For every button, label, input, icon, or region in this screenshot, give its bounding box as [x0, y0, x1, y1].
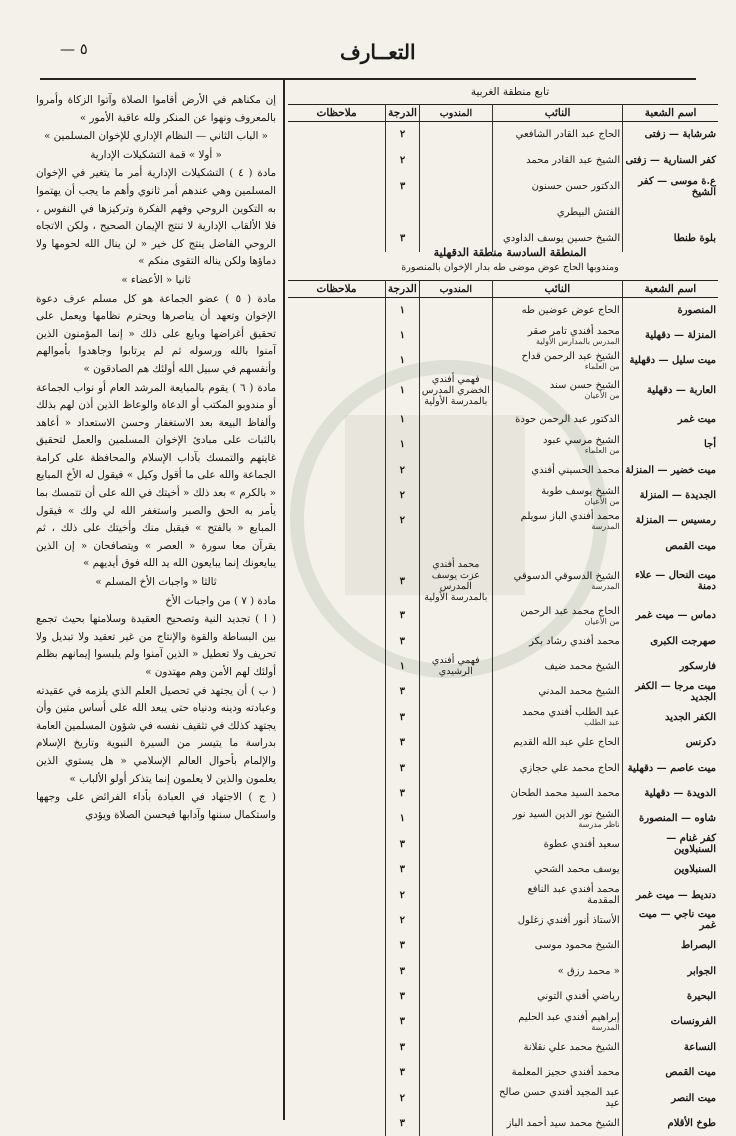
- table-row: [288, 374, 718, 407]
- deputy-name: محمد أفندي حجيز المعلمة: [511, 1067, 620, 1079]
- deputy-cell: [492, 348, 622, 373]
- branch-cell: بلوة طنطا: [623, 226, 718, 252]
- table-row: [288, 603, 718, 628]
- deputy-name: الشيخ محمد علي نقلانة: [523, 1041, 620, 1053]
- branch-cell: كفر السنارية — زفتى: [623, 148, 718, 174]
- deputy-title: عبد الطلب: [584, 718, 620, 728]
- notes-cell: [288, 508, 385, 533]
- left-text-column: [36, 92, 276, 825]
- branch-cell: ميت القمص: [622, 534, 718, 559]
- deputy-cell: [492, 730, 622, 755]
- deputy-cell: [492, 1085, 622, 1110]
- degree-cell: [385, 534, 419, 559]
- delegate-cell: [419, 200, 492, 226]
- table-row: [288, 958, 718, 983]
- delegate-cell: فهمي أفندي الخضري المدرس بالمدرسة الأولية: [419, 374, 492, 407]
- deputy-title: المدرسة: [591, 1022, 620, 1032]
- table-row: [288, 148, 718, 174]
- notes-cell: [288, 730, 385, 755]
- notes-cell: [288, 174, 386, 200]
- table-row: [288, 559, 718, 603]
- branch-cell: ميت سليل — دقهلية: [622, 348, 718, 373]
- delegate-cell: [419, 122, 492, 148]
- deputy-cell: [492, 705, 622, 730]
- delegate-cell: [419, 174, 492, 200]
- deputy-name: الشيخ عبد الرحمن قداح: [521, 350, 620, 362]
- column-divider: [283, 80, 285, 1120]
- branch-cell: ميت غمر: [622, 407, 718, 432]
- table-row: [288, 508, 718, 533]
- table-row: [288, 1035, 718, 1060]
- degree-cell: ٢: [385, 882, 419, 907]
- notes-cell: [288, 534, 385, 559]
- deputy-cell: [492, 457, 622, 482]
- table-row: [288, 200, 718, 226]
- degree-cell: ٣: [385, 1009, 419, 1034]
- degree-cell: ٢: [385, 483, 419, 508]
- notes-cell: [288, 984, 385, 1009]
- notes-cell: [288, 806, 385, 831]
- deputy-cell: [492, 857, 622, 882]
- degree-cell: ٢: [385, 508, 419, 533]
- table-row: [288, 1085, 718, 1110]
- column-header: النائب: [492, 281, 622, 298]
- notes-cell: [288, 933, 385, 958]
- deputy-name: محمد الحسيني أفندي: [531, 464, 620, 476]
- paragraph: ( ا ) تجديد النية وتصحيح العقيدة وسلامتها بحيث تجمع بين البساطة والقوة والإنتاج من غير تعقيد ولا تبديل ولا تحريف ولا تعطيل « الذين آمنوا ولم يلبسوا إيمانهم بظلم أولئك لهم الأمن وهم مهتدون »: [36, 613, 276, 678]
- degree-cell: ١: [385, 298, 419, 323]
- notes-cell: [288, 603, 385, 628]
- deputy-cell: [492, 755, 622, 780]
- delegate-cell: [419, 298, 492, 323]
- table-row: [288, 755, 718, 780]
- notes-cell: [288, 1085, 385, 1110]
- degree-cell: ٣: [385, 705, 419, 730]
- deputy-cell: [492, 1060, 622, 1085]
- branch-cell: شاوه — المنصورة: [622, 806, 718, 831]
- delegate-cell: [419, 908, 492, 933]
- table-row: [288, 457, 718, 482]
- deputy-name: الأستاذ أنور أفندي زغلول: [517, 914, 620, 926]
- column-header: اسم الشعبة: [622, 281, 718, 298]
- table-row: [288, 654, 718, 679]
- deputy-name: الحاج علي عبد الله القديم: [513, 737, 620, 749]
- branch-cell: دنديط — ميت غمر: [622, 882, 718, 907]
- delegate-cell: [419, 148, 492, 174]
- degree-cell: ٣: [385, 628, 419, 653]
- delegate-cell: [419, 705, 492, 730]
- notes-cell: [288, 407, 385, 432]
- deputy-cell: الفتش البيطري: [493, 200, 623, 226]
- table-row: [288, 806, 718, 831]
- deputy-cell: [492, 1035, 622, 1060]
- deputy-name: الشيخ محمد المدني: [538, 686, 620, 698]
- page-number: — ٥: [60, 40, 88, 58]
- branch-cell: الجوابر: [622, 958, 718, 983]
- branch-cell: البحيرة: [622, 984, 718, 1009]
- notes-cell: [288, 908, 385, 933]
- notes-cell: [288, 679, 385, 704]
- notes-cell: [288, 559, 385, 603]
- degree-cell: ١: [385, 348, 419, 373]
- notes-cell: [288, 755, 385, 780]
- deputy-cell: [492, 628, 622, 653]
- degree-cell: ٢: [385, 457, 419, 482]
- notes-cell: [288, 705, 385, 730]
- degree-cell: ٣: [385, 832, 419, 857]
- delegate-cell: [419, 857, 492, 882]
- branch-cell: الدويدة — دقهلية: [622, 781, 718, 806]
- degree-cell: ١: [385, 323, 419, 348]
- column-header: النائب: [493, 105, 623, 122]
- deputy-name: الحاج عوض عوضين طه: [521, 304, 620, 316]
- degree-cell: ٣: [385, 603, 419, 628]
- deputy-title: المدرسة: [591, 582, 620, 592]
- branch-cell: كفر غنام — السنبلاوين: [622, 832, 718, 857]
- journal-title: التعــارف: [340, 40, 416, 64]
- delegate-cell: [419, 508, 492, 533]
- degree-cell: ٢: [385, 908, 419, 933]
- deputy-cell: [492, 534, 622, 559]
- notes-cell: [288, 298, 385, 323]
- deputy-name: « محمد رزق »: [557, 965, 620, 977]
- table-row: [288, 984, 718, 1009]
- header-rule: [40, 78, 696, 80]
- deputy-name: عبد المجيد أفندي حسن صالح عيد: [499, 1087, 620, 1110]
- table2: [288, 280, 718, 1136]
- table-row: [288, 882, 718, 907]
- branch-cell: فارسكور: [622, 654, 718, 679]
- paragraph: « الباب الثاني — النظام الإداري للإخوان المسلمين »: [44, 130, 268, 143]
- degree-cell: ١: [385, 432, 419, 457]
- table-row: [288, 432, 718, 457]
- degree-cell: ٣: [385, 679, 419, 704]
- branch-cell: صهرجت الكبرى: [622, 628, 718, 653]
- notes-cell: [288, 857, 385, 882]
- deputy-title: ناظر مدرسة: [578, 819, 620, 829]
- delegate-cell: [419, 457, 492, 482]
- delegate-cell: [419, 603, 492, 628]
- degree-cell: ٣: [385, 1035, 419, 1060]
- degree-cell: ٣: [386, 226, 420, 252]
- deputy-name: الشيخ مرسي عبود: [542, 434, 620, 446]
- paragraph: مادة ( ٧ ) من واجبات الأخ: [165, 594, 276, 607]
- notes-cell: [288, 122, 386, 148]
- table-row: [288, 908, 718, 933]
- deputy-title: من الأعيان: [584, 496, 620, 506]
- delegate-cell: [419, 679, 492, 704]
- deputy-name: الشيخ حسن سند: [549, 380, 620, 392]
- branch-cell: رمسيس — المنزلة: [622, 508, 718, 533]
- degree-cell: ٣: [385, 755, 419, 780]
- deputy-name: الشيخ الدسوقي الدسوقي: [513, 571, 620, 583]
- deputy-cell: [492, 654, 622, 679]
- table-row: [288, 679, 718, 704]
- delegate-cell: [419, 534, 492, 559]
- delegate-cell: [419, 806, 492, 831]
- deputy-cell: [492, 407, 622, 432]
- branch-cell: ميت القمص: [622, 1060, 718, 1085]
- table-row: [288, 1111, 718, 1136]
- degree-cell: ٣: [385, 730, 419, 755]
- table-row: [288, 483, 718, 508]
- notes-cell: [288, 457, 385, 482]
- table-row: [288, 122, 718, 148]
- delegate-cell: [419, 755, 492, 780]
- paragraph: « أولا » قمة التشكيلات الإدارية: [90, 148, 222, 161]
- branch-cell: دكرنس: [622, 730, 718, 755]
- notes-cell: [288, 432, 385, 457]
- delegate-cell: [419, 348, 492, 373]
- notes-cell: [288, 1035, 385, 1060]
- deputy-cell: الدكتور حسن حسنون: [493, 174, 623, 200]
- deputy-cell: [492, 933, 622, 958]
- branch-cell: العاربة — دقهلية: [622, 374, 718, 407]
- table-row: [288, 407, 718, 432]
- table-row: [288, 628, 718, 653]
- deputy-cell: [492, 958, 622, 983]
- degree-cell: ١: [385, 407, 419, 432]
- paragraph: مادة ( ٦ ) يقوم بالمبايعة المرشد العام أو نواب الجماعة أو مندوبو المكتب أو الدعاة والوعاظ الذين أذن لهم بذلك وألفاظ البيعة بعد الاستغفار وحسن الاستعداد « أعاهد بالثبات على مبادئ الإخوان المسلمين والعمل لتحقيق غايتهم والتمسك بآداب الإسلام والمحافظة على كرامة الجماعة والله على ما أقول وكيل » فيقول له الأخ المبايع « بالكرم » بعد ذلك « أخيتك في الله على أن تتمسك بما يأمر به الحق والصبر واستغفر الله لي ولك » فيقول المبايع « بالفتح » فيقبل منك وأخيتك على ذلك ، ثم يقرآن معا سورة « العصر » ويتصافحان « إن الذين يبايعونك إنما يبايعون الله يد الله فوق أيديهم »: [36, 381, 276, 570]
- delegate-cell: فهمي أفندي الرشيدي: [419, 654, 492, 679]
- deputy-cell: [492, 374, 622, 407]
- table-row: [288, 298, 718, 323]
- column-header: المندوب: [419, 105, 492, 122]
- deputy-cell: [492, 508, 622, 533]
- table-row: [288, 781, 718, 806]
- table1: [288, 104, 718, 252]
- paragraph: ( ب ) أن يجتهد في تحصيل العلم الذي يلزمه في عقيدته وعبادته ودينه ودنياه حتى يبعد الله على أساس متين وأن يجتهد كذلك في تثقيف نفسه في شؤون المسلمين العامة بدراسة ما يتيسر من السيرة النبوية وتاريخ الإسلام والإلمام بأحوال العالم الإسلامي « هل يستوي الذين يعلمون والذين لا يعلمون إنما يتذكر أولو الألباب »: [36, 684, 276, 785]
- deputy-name: الشيخ محمود موسى: [534, 940, 620, 952]
- degree-cell: ٣: [385, 857, 419, 882]
- branch-cell: البصراط: [622, 933, 718, 958]
- degree-cell: ٢: [386, 148, 420, 174]
- branch-cell: أجا: [622, 432, 718, 457]
- deputy-name: يوسف محمد الشحي: [534, 864, 620, 876]
- column-header: الدرجة: [386, 105, 420, 122]
- deputy-cell: الحاج عبد القادر الشافعي: [493, 122, 623, 148]
- section-title: المنطقة السادسة منطقة الدقهلية: [433, 246, 587, 259]
- degree-cell: ٣: [385, 958, 419, 983]
- delegate-cell: [419, 882, 492, 907]
- deputy-title: من العلماء: [584, 445, 620, 455]
- branch-cell: ميت النصر: [622, 1085, 718, 1110]
- notes-cell: [288, 781, 385, 806]
- degree-cell: ٣: [385, 559, 419, 603]
- deputy-name: محمد أفندي تامر صقر: [527, 325, 620, 337]
- delegate-cell: [419, 832, 492, 857]
- deputy-name: عبد الطلب أفندي محمد: [522, 707, 620, 719]
- deputy-name: إبراهيم أفندي عبد الحليم: [518, 1011, 620, 1023]
- notes-cell: [288, 148, 386, 174]
- deputy-name: محمد أفندي رشاد بكر: [529, 635, 620, 647]
- notes-cell: [288, 628, 385, 653]
- notes-cell: [288, 348, 385, 373]
- deputy-name: محمد أفندي الباز سويلم: [520, 510, 620, 522]
- branch-cell: الجديدة — المنزلة: [622, 483, 718, 508]
- branch-cell: المنزلة — دقهلية: [622, 323, 718, 348]
- deputy-cell: [492, 832, 622, 857]
- deputy-name: محمد أفندي عبد النافع المقدمة: [527, 884, 620, 906]
- notes-cell: [288, 374, 385, 407]
- delegate-cell: [419, 323, 492, 348]
- deputy-cell: [492, 882, 622, 907]
- column-header: اسم الشعبة: [623, 105, 718, 122]
- deputy-title: من الأعيان: [584, 616, 620, 626]
- branch-cell: ميت النحال — علاء دمنة: [622, 559, 718, 603]
- deputy-cell: [492, 483, 622, 508]
- deputy-name: محمد السيد محمد الطحان: [510, 787, 620, 799]
- deputy-title: من الأعيان: [584, 391, 620, 401]
- deputy-name: الشيخ نور الدين السيد نور: [512, 808, 620, 820]
- notes-cell: [288, 1111, 385, 1136]
- deputy-cell: [492, 806, 622, 831]
- table-row: [288, 534, 718, 559]
- notes-cell: [288, 654, 385, 679]
- degree-cell: ٢: [385, 1085, 419, 1110]
- notes-cell: [288, 958, 385, 983]
- deputy-cell: [492, 984, 622, 1009]
- delegate-cell: [419, 432, 492, 457]
- branch-cell: طوخ الأقلام: [622, 1111, 718, 1136]
- column-header: ملاحظات: [288, 105, 386, 122]
- deputy-cell: الشيخ حسين يوسف الداودي: [493, 226, 623, 252]
- deputy-name: الحاج محمد عبد الرحمن: [520, 605, 620, 617]
- branch-cell: النساعة: [622, 1035, 718, 1060]
- deputy-cell: [492, 781, 622, 806]
- branch-cell: ميت خضير — المنزلة: [622, 457, 718, 482]
- deputy-cell: الشيخ عبد القادر محمد: [493, 148, 623, 174]
- degree-cell: ١: [385, 374, 419, 407]
- deputy-title: المدرس بالمدارس الأولية: [535, 336, 620, 346]
- deputy-cell: [492, 559, 622, 603]
- delegate-cell: [419, 1085, 492, 1110]
- degree-cell: ٢: [386, 122, 420, 148]
- deputy-cell: [492, 1111, 622, 1136]
- notes-cell: [288, 323, 385, 348]
- delegate-cell: [419, 1035, 492, 1060]
- deputy-cell: [492, 603, 622, 628]
- table-row: [288, 348, 718, 373]
- delegate-cell: [419, 1060, 492, 1085]
- paragraph: ثالثا « واجبات الأخ المسلم »: [95, 576, 217, 589]
- branch-cell: ميت مرجا — الكفر الجديد: [622, 679, 718, 704]
- degree-cell: ٣: [385, 1060, 419, 1085]
- paragraph: مادة ( ٤ ) التشكيلات الإدارية أمر ما يتغير في الإخوان المسلمين وهي عندهم أمر ثانوي وأهم ما يجب أن يهتموا به التكوين الروحي وفهم الفكرة وتركيزها في النفوس ، فلا الألقاب الإدارية لا تنتج الإيمان الصحيح ، ولكن الاتجاه الروحي الفاضل ينتج كل خير « لن ينال الله لحومها ولا دماؤها ولكن يناله التقوى منكم »: [36, 167, 276, 268]
- deputy-cell: [492, 432, 622, 457]
- column-header: ملاحظات: [288, 281, 385, 298]
- deputy-cell: [492, 679, 622, 704]
- notes-cell: [288, 1009, 385, 1034]
- delegate-cell: [419, 933, 492, 958]
- deputy-cell: [492, 1009, 622, 1034]
- deputy-name: سعيد أفندي عطوة: [543, 838, 620, 850]
- column-header: المندوب: [419, 281, 492, 298]
- deputy-name: الدكتور عبد الرحمن حودة: [515, 413, 620, 425]
- paragraph: مادة ( ٥ ) عضو الجماعة هو كل مسلم عرف دعوة الإخوان وتعهد أن يناصرها ويحترم نظامها ويعمل على تحقيق أغراضها وبايع على ذلك « إنما المؤمنون الذين آمنوا بالله ورسوله ثم لم يرتابوا وجاهدوا بأموالهم وأنفسهم في سبيل الله أولئك هم الصادقون »: [36, 292, 276, 375]
- branch-cell: شرشابة — زفتى: [623, 122, 718, 148]
- notes-cell: [288, 483, 385, 508]
- table-row: [288, 174, 718, 200]
- degree-cell: ٣: [385, 781, 419, 806]
- delegate-cell: محمد أفندي عزت يوسف المدرس بالمدرسة الأولية: [419, 559, 492, 603]
- delegate-cell: [419, 483, 492, 508]
- branch-cell: الكفر الجديد: [622, 705, 718, 730]
- deputy-name: الشيخ يوسف طوبة: [541, 485, 620, 497]
- branch-cell: [623, 200, 718, 226]
- table-row: [288, 1060, 718, 1085]
- branch-cell: المنصورة: [622, 298, 718, 323]
- table1-header-row: [288, 105, 718, 122]
- table-row: [288, 832, 718, 857]
- paragraph: إن مكناهم في الأرض أقاموا الصلاة وآتوا الزكاة وأمروا بالمعروف ونهوا عن المنكر ولله عاقبة الأمور »: [36, 94, 276, 124]
- deputy-cell: [492, 298, 622, 323]
- degree-cell: ٣: [385, 984, 419, 1009]
- deputy-cell: [492, 908, 622, 933]
- deputy-title: المدرسة: [591, 521, 620, 531]
- branch-cell: ع.ة موسى — كفر الشيخ: [623, 174, 718, 200]
- notes-cell: [288, 200, 386, 226]
- delegate-cell: [419, 407, 492, 432]
- table2-header-row: [288, 281, 718, 298]
- table-row: [288, 323, 718, 348]
- table-row: [288, 857, 718, 882]
- table-row: [288, 730, 718, 755]
- notes-cell: [288, 882, 385, 907]
- deputy-title: من العلماء: [584, 361, 620, 371]
- delegate-cell: [419, 781, 492, 806]
- degree-cell: ١: [385, 806, 419, 831]
- deputy-name: رياضي أفندي التوني: [537, 991, 620, 1003]
- branch-cell: دماس — ميت غمر: [622, 603, 718, 628]
- paragraph: ( ج ) الاجتهاد في العبادة بأداء الفرائض على وجهها واستكمال سننها وآدابها فيحسن الصلاة ويؤدي: [36, 791, 276, 821]
- delegate-cell: [419, 730, 492, 755]
- degree-cell: [386, 200, 420, 226]
- deputy-name: الحاج محمد علي حجازي: [519, 762, 620, 774]
- paragraph: ثانيا « الأعضاء »: [121, 273, 191, 286]
- delegate-cell: [419, 1111, 492, 1136]
- table1-caption: تابع منطقة الغربية: [470, 86, 550, 98]
- notes-cell: [288, 1060, 385, 1085]
- deputy-name: الشيخ محمد ضيف: [544, 660, 620, 672]
- branch-cell: الفرونسات: [622, 1009, 718, 1034]
- notes-cell: [288, 832, 385, 857]
- degree-cell: ٣: [385, 1111, 419, 1136]
- degree-cell: ١: [385, 654, 419, 679]
- table-row: [288, 933, 718, 958]
- table-row: [288, 705, 718, 730]
- degree-cell: ٣: [386, 174, 420, 200]
- section-subtitle: ومندوبها الحاج عوض موضى طه بدار الإخوان بالمنصورة: [401, 262, 619, 273]
- branch-cell: السنبلاوين: [622, 857, 718, 882]
- branch-cell: ميت عاصم — دقهلية: [622, 755, 718, 780]
- branch-cell: ميت ناجي — ميت غمر: [622, 908, 718, 933]
- delegate-cell: [419, 628, 492, 653]
- degree-cell: ٣: [385, 933, 419, 958]
- table-row: [288, 1009, 718, 1034]
- column-header: الدرجة: [385, 281, 419, 298]
- delegate-cell: [419, 958, 492, 983]
- delegate-cell: [419, 984, 492, 1009]
- delegate-cell: [419, 1009, 492, 1034]
- deputy-cell: [492, 323, 622, 348]
- deputy-name: الشيخ محمد سيد أحمد الباز: [506, 1118, 620, 1130]
